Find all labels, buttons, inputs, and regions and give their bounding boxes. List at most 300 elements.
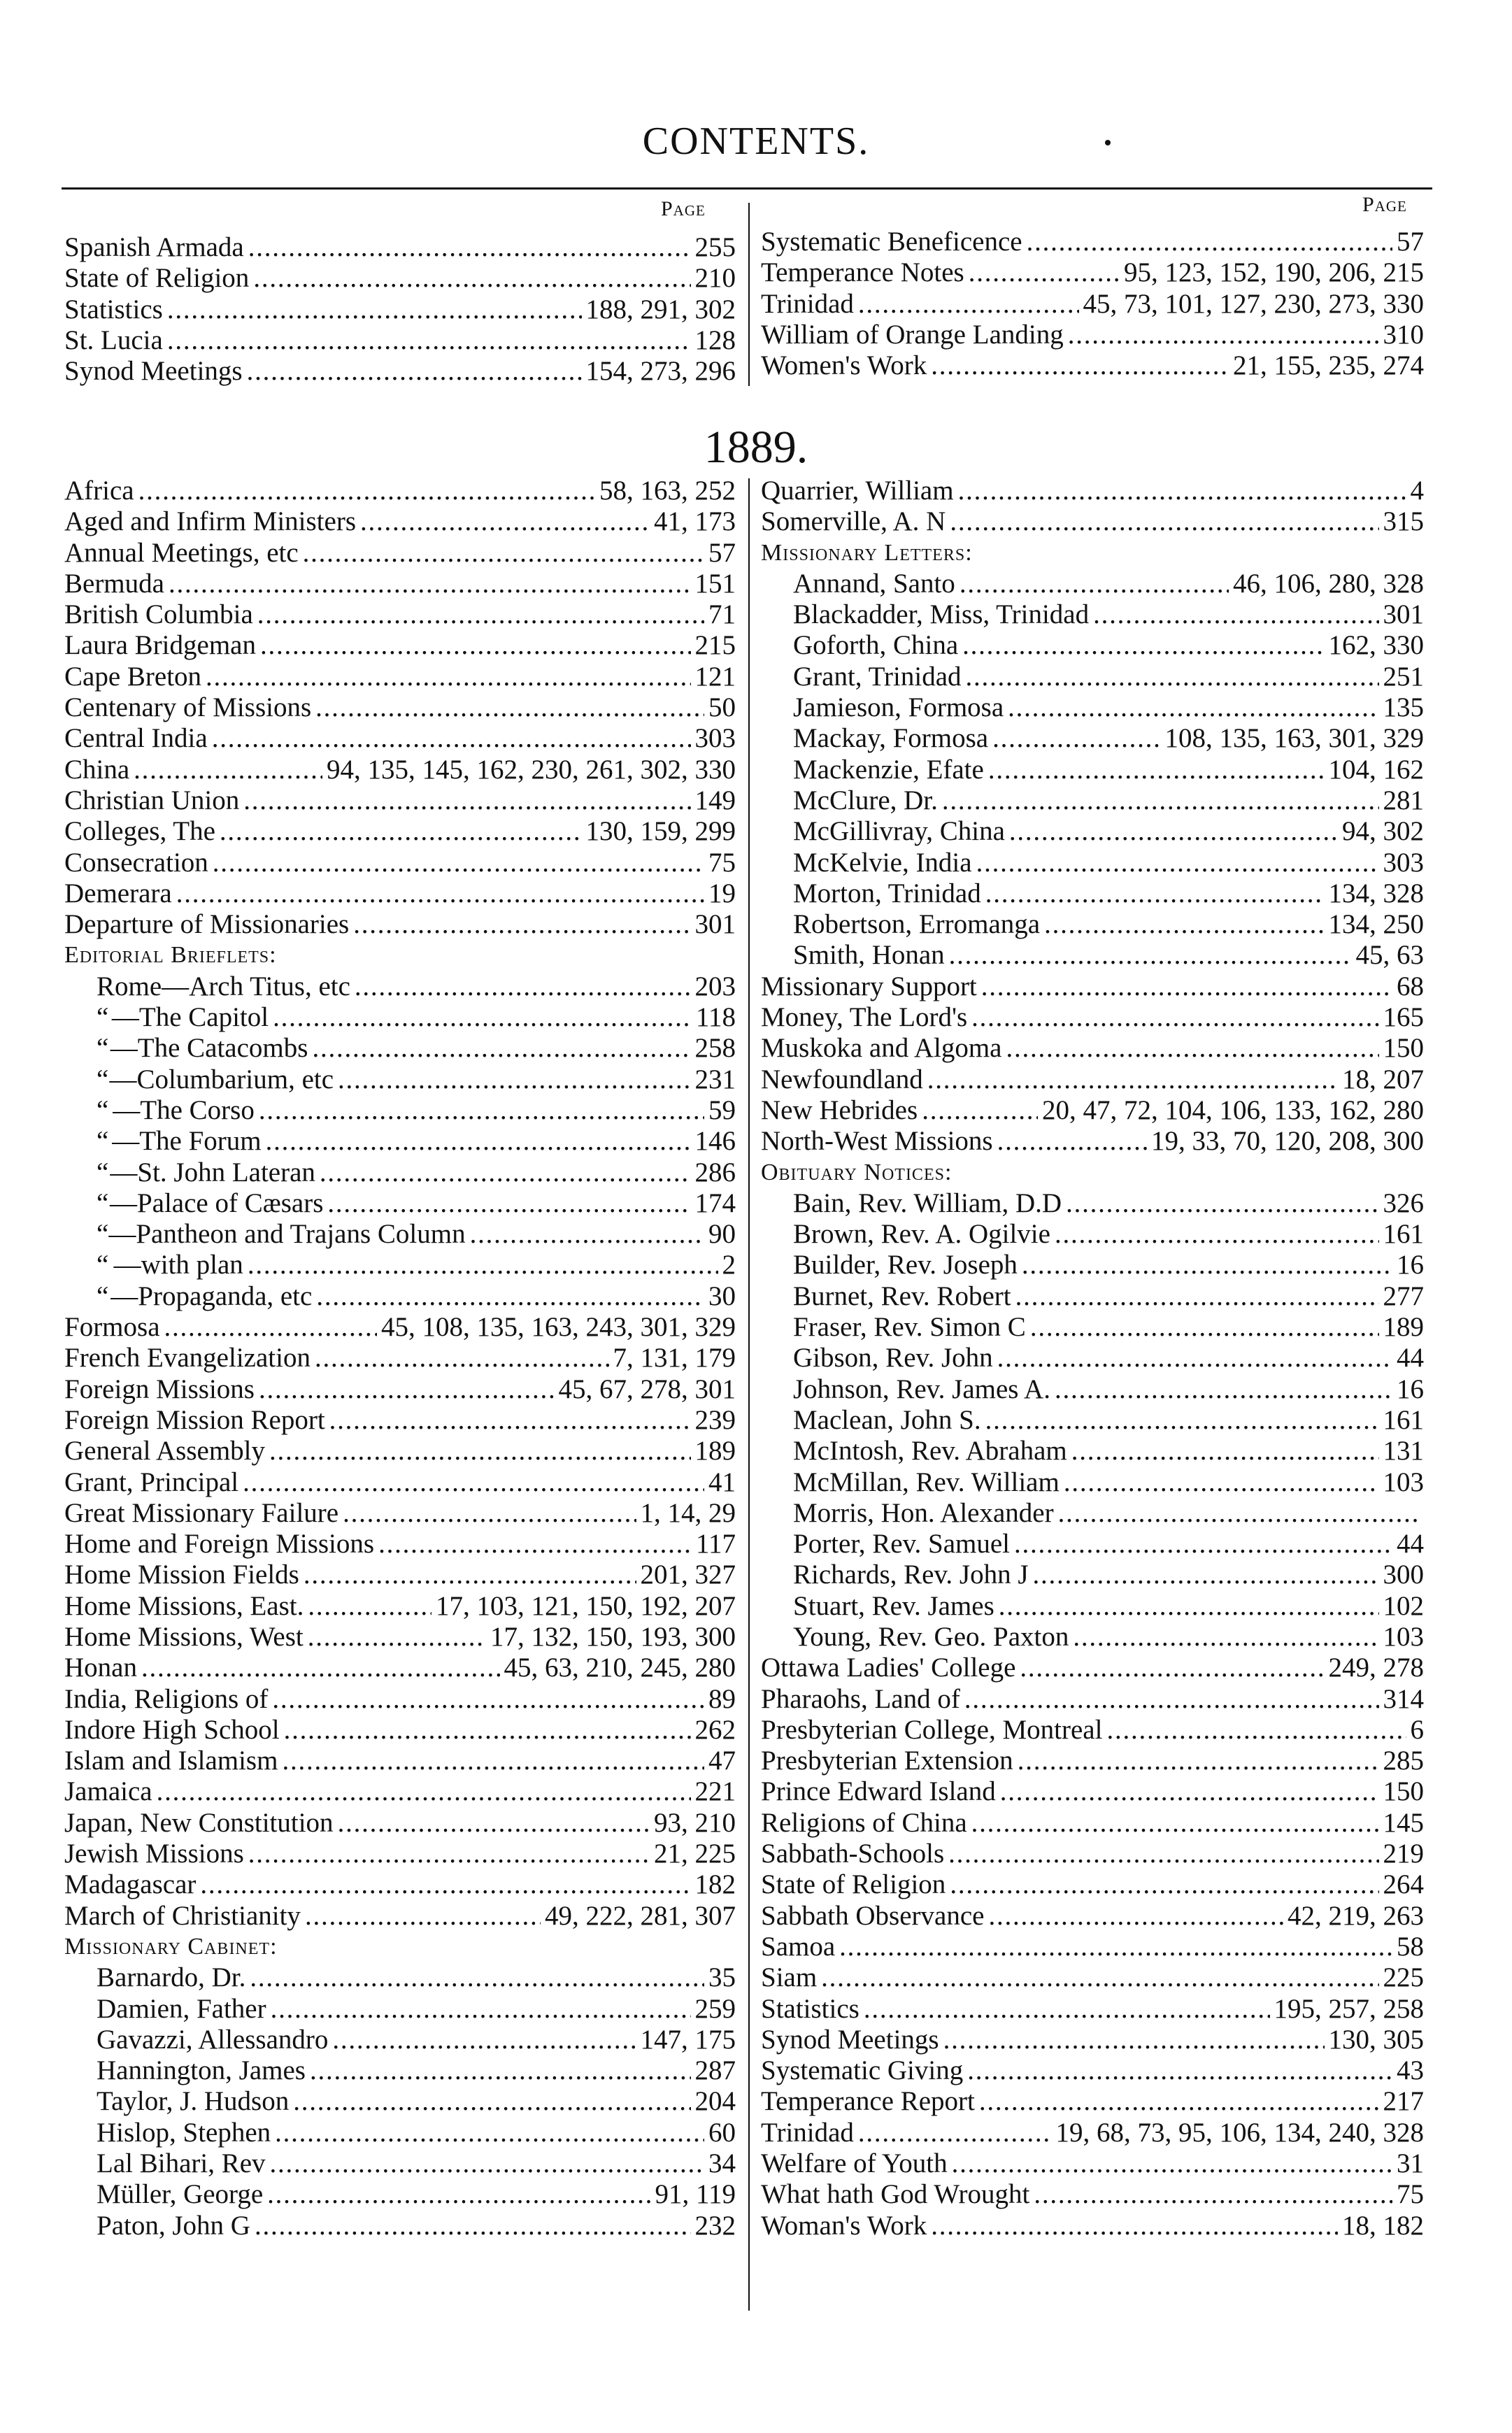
index-entry — [64, 1746, 736, 1776]
entry-label: Home Mission Fields — [64, 1560, 299, 1590]
entry-pages: 182 — [694, 1869, 736, 1900]
index-entry — [761, 940, 1424, 971]
dot-leader — [206, 662, 690, 692]
dot-leader — [303, 538, 704, 569]
index-entry — [761, 2055, 1424, 2086]
index-entry — [64, 1684, 736, 1715]
index-entry — [761, 1746, 1424, 1776]
entry-label: What hath God Wrought — [761, 2179, 1030, 2210]
index-entry — [64, 662, 736, 692]
entry-label: Quarrier, William — [761, 476, 954, 506]
entry-pages: 134, 250 — [1328, 909, 1424, 940]
index-entry — [761, 1776, 1424, 1807]
entry-label: Grant, Principal — [64, 1467, 239, 1497]
ditto-mark: “ — [97, 1002, 109, 1033]
ditto-mark: “ — [97, 1094, 109, 1125]
dot-leader — [260, 630, 691, 661]
entry-pages: 174 — [694, 1187, 736, 1218]
dot-leader — [1073, 1622, 1378, 1653]
index-entry — [64, 599, 736, 630]
dot-leader — [134, 755, 322, 785]
index-entry — [761, 909, 1424, 940]
entry-pages: 19, 33, 70, 120, 208, 300 — [1151, 1126, 1424, 1157]
entry-pages: 232 — [694, 2210, 736, 2241]
entry-pages: 219 — [1383, 1839, 1424, 1869]
entry-label: Stuart, Rev. James — [793, 1590, 994, 1621]
index-entry — [761, 2179, 1424, 2210]
index-entry — [761, 848, 1424, 878]
dot-leader — [962, 630, 1324, 661]
index-entry — [64, 1374, 736, 1405]
index-entry — [761, 1994, 1424, 2025]
entry-pages: 108, 135, 163, 301, 329 — [1164, 723, 1424, 754]
entry-label: —The Catacombs — [110, 1033, 308, 1064]
entry-pages: 57 — [708, 537, 736, 568]
index-entry — [64, 1962, 736, 1993]
entry-label: Temperance Report — [761, 2086, 975, 2117]
index-entry — [761, 476, 1424, 506]
entry-label: New Hebrides — [761, 1094, 918, 1125]
entry-pages: 231 — [694, 1064, 736, 1094]
entry-pages: 43 — [1397, 2055, 1424, 2086]
dot-leader — [927, 1064, 1338, 1095]
entry-label: General Assembly — [64, 1436, 266, 1467]
entry-label: North-West Missions — [761, 1126, 993, 1157]
entry-pages: 68 — [1397, 971, 1424, 1001]
entry-label: Ottawa Ladies' College — [761, 1653, 1016, 1683]
index-entry — [64, 1281, 736, 1312]
entry-label: Great Missionary Failure — [64, 1497, 339, 1528]
entry-label: Missionary Cabinet: — [64, 1933, 278, 1960]
entry-pages: 221 — [694, 1776, 736, 1807]
entry-pages: 251 — [1383, 661, 1424, 692]
entry-pages: 262 — [694, 1714, 736, 1745]
entry-pages: 161 — [1383, 1219, 1424, 1250]
entry-label: Presbyterian Extension — [761, 1746, 1013, 1776]
index-entry — [64, 1064, 736, 1095]
index-entry — [761, 1436, 1424, 1467]
dot-leader — [315, 692, 704, 723]
entry-pages: 310 — [1383, 319, 1424, 350]
dot-leader — [992, 723, 1160, 754]
entry-pages: 286 — [694, 1157, 736, 1187]
entry-label: Synod Meetings — [64, 356, 243, 387]
index-entry — [64, 1869, 736, 1900]
index-entry — [64, 1715, 736, 1746]
entry-label: Hislop, Stephen — [97, 2117, 271, 2148]
entry-label: Grant, Trinidad — [793, 661, 962, 692]
entry-pages: 258 — [694, 1033, 736, 1064]
entry-pages: 150 — [1383, 1776, 1424, 1807]
index-entry — [64, 1591, 736, 1622]
entry-pages: 4 — [1410, 476, 1424, 506]
entry-label: Mackay, Formosa — [793, 723, 989, 754]
entry-label: Jamaica — [64, 1776, 152, 1807]
entry-pages: 34 — [708, 2148, 736, 2179]
entry-label: Builder, Rev. Joseph — [793, 1250, 1018, 1280]
dot-leader — [1015, 1281, 1379, 1312]
dot-leader — [141, 1653, 500, 1683]
index-entry — [64, 476, 736, 506]
entry-pages: 131 — [1383, 1436, 1424, 1467]
dot-leader — [243, 1467, 704, 1498]
index-entry — [761, 723, 1424, 754]
entry-pages: 146 — [694, 1126, 736, 1157]
dot-leader — [266, 1126, 691, 1157]
entry-pages: 195, 257, 258 — [1274, 1993, 1424, 2024]
entry-label: Trinidad — [761, 288, 854, 319]
dot-leader — [167, 294, 582, 325]
entry-label: Sabbath-Schools — [761, 1839, 945, 1869]
entry-pages: 7, 131, 179 — [613, 1343, 736, 1374]
index-entry — [761, 971, 1424, 1002]
dot-leader — [958, 476, 1406, 506]
entry-label: William of Orange Landing — [761, 319, 1064, 350]
entry-label: Gavazzi, Allessandro — [97, 2024, 329, 2055]
index-section-heading — [64, 940, 736, 971]
index-entry — [761, 1869, 1424, 1900]
entry-pages: 46, 106, 280, 328 — [1233, 568, 1424, 599]
dot-leader — [839, 1932, 1392, 1962]
index-entry — [64, 232, 736, 263]
entry-pages: 16 — [1397, 1250, 1424, 1280]
entry-label: Mackenzie, Efate — [793, 754, 984, 785]
dot-leader — [470, 1219, 704, 1250]
entry-pages: 45, 63 — [1355, 940, 1424, 971]
entry-label: Morris, Hon. Alexander — [793, 1497, 1054, 1528]
entry-label: Müller, George — [97, 2179, 264, 2210]
entry-pages: 217 — [1383, 2086, 1424, 2117]
entry-label: Systematic Giving — [761, 2055, 964, 2086]
index-entry — [64, 692, 736, 723]
dot-leader — [338, 1064, 690, 1095]
index-entry — [64, 263, 736, 294]
entry-pages: 49, 222, 281, 307 — [545, 1900, 736, 1931]
entry-label: Jewish Missions — [64, 1839, 244, 1869]
index-entry — [761, 816, 1424, 847]
index-entry — [64, 2211, 736, 2241]
dot-leader — [971, 1002, 1378, 1033]
entry-pages: 151 — [694, 568, 736, 599]
ditto-mark: “ — [97, 1219, 109, 1250]
entry-label: Demerara — [64, 878, 172, 908]
dot-leader — [931, 350, 1229, 381]
entry-label: —St. John Lateran — [110, 1157, 315, 1187]
entry-label: Statistics — [761, 1993, 860, 2024]
page-column-heading-left: Page — [661, 197, 706, 220]
stray-dot — [1105, 140, 1111, 145]
entry-pages: 315 — [1383, 506, 1424, 537]
index-entry — [64, 1622, 736, 1653]
entry-pages: 1, 14, 29 — [640, 1497, 736, 1528]
index-entry — [64, 1033, 736, 1064]
dot-leader — [315, 1343, 609, 1374]
index-entry — [761, 1591, 1424, 1622]
entry-label: India, Religions of — [64, 1683, 269, 1714]
entry-pages: 47 — [708, 1746, 736, 1776]
entry-pages: 90 — [708, 1219, 736, 1250]
index-entry — [64, 1498, 736, 1529]
dot-leader — [355, 971, 691, 1002]
dot-leader — [200, 1869, 690, 1900]
dot-leader — [960, 569, 1229, 599]
top-right-index — [761, 227, 1424, 381]
index-entry — [761, 1312, 1424, 1343]
index-entry — [64, 294, 736, 325]
entry-label: Robertson, Erromanga — [793, 909, 1041, 940]
entry-label: Missionary Letters: — [761, 539, 973, 566]
index-entry — [64, 569, 736, 599]
index-entry — [761, 2148, 1424, 2179]
index-entry — [64, 356, 736, 387]
index-entry — [64, 1405, 736, 1436]
index-entry — [761, 1560, 1424, 1590]
entry-label: Gibson, Rev. John — [793, 1343, 993, 1374]
index-entry — [64, 1219, 736, 1250]
dot-leader — [999, 1591, 1379, 1622]
index-entry — [761, 1653, 1424, 1683]
index-entry — [761, 2025, 1424, 2055]
index-entry — [64, 1560, 736, 1590]
dot-leader — [250, 1962, 704, 1993]
dot-leader — [985, 878, 1325, 909]
entry-label: Burnet, Rev. Robert — [793, 1280, 1011, 1311]
entry-label: State of Religion — [64, 263, 250, 294]
index-entry — [64, 878, 736, 909]
entry-label: Newfoundland — [761, 1064, 923, 1094]
entry-label: Prince Edward Island — [761, 1776, 996, 1807]
entry-label: Hannington, James — [97, 2055, 306, 2086]
index-entry — [761, 289, 1424, 320]
index-entry — [64, 2025, 736, 2055]
index-entry — [64, 1467, 736, 1498]
entry-pages: 326 — [1383, 1187, 1424, 1218]
entry-label: McMillan, Rev. William — [793, 1467, 1060, 1497]
index-entry — [64, 1250, 736, 1280]
entry-label: Madagascar — [64, 1869, 197, 1900]
dot-leader — [988, 1901, 1283, 1932]
entry-pages: 249, 278 — [1328, 1653, 1424, 1683]
entry-label: Statistics — [64, 294, 163, 324]
entry-label: Taylor, J. Hudson — [97, 2086, 290, 2117]
dot-leader — [164, 1312, 378, 1343]
dot-leader — [220, 816, 582, 847]
dot-leader — [259, 1095, 704, 1126]
ditto-mark: “ — [97, 1033, 109, 1064]
entry-label: Honan — [64, 1653, 137, 1683]
dot-leader — [338, 1808, 650, 1839]
entry-pages: 18, 207 — [1342, 1064, 1424, 1094]
entry-pages: 255 — [694, 232, 736, 262]
ditto-mark: “ — [97, 1187, 109, 1218]
entry-label: French Evangelization — [64, 1343, 311, 1374]
entry-pages: 201, 327 — [640, 1560, 736, 1590]
entry-label: Annual Meetings, etc — [64, 537, 299, 568]
entry-label: Barnardo, Dr. — [97, 1962, 246, 1993]
index-entry — [64, 1126, 736, 1157]
entry-label: Woman's Work — [761, 2210, 927, 2241]
entry-label: Rome—Arch Titus, etc — [97, 971, 350, 1001]
entry-pages: 154, 273, 296 — [585, 356, 736, 387]
entry-label: Cape Breton — [64, 661, 202, 692]
index-entry — [761, 1901, 1424, 1932]
entry-label: Central India — [64, 723, 208, 754]
page-title: CONTENTS. — [642, 120, 870, 163]
entry-pages: 60 — [708, 2117, 736, 2148]
index-entry — [64, 785, 736, 816]
entry-label: —Pantheon and Trajans Column — [108, 1219, 466, 1250]
entry-pages: 277 — [1383, 1280, 1424, 1311]
index-entry — [64, 1002, 736, 1033]
dot-leader — [821, 1962, 1378, 1993]
entry-label: Systematic Beneficence — [761, 227, 1022, 257]
dot-leader — [1093, 599, 1378, 630]
entry-pages: 239 — [694, 1404, 736, 1435]
index-entry — [761, 350, 1424, 381]
index-entry — [761, 1498, 1424, 1529]
entry-label: —The Corso — [113, 1094, 255, 1125]
entry-label: St. Lucia — [64, 324, 163, 355]
dot-leader — [1008, 692, 1378, 723]
dot-leader — [979, 2086, 1379, 2117]
dot-leader — [931, 2211, 1338, 2241]
index-entry — [761, 2211, 1424, 2241]
dot-leader — [950, 506, 1378, 537]
entry-pages: 31 — [1397, 2148, 1424, 2179]
entry-pages: 91, 119 — [655, 2179, 736, 2210]
index-entry — [64, 909, 736, 940]
entry-label: Maclean, John S. — [793, 1404, 981, 1435]
index-entry — [64, 2118, 736, 2148]
entry-pages: 6 — [1410, 1714, 1424, 1745]
index-entry — [761, 1529, 1424, 1560]
entry-pages: 104, 162 — [1328, 754, 1424, 785]
index-entry — [761, 1343, 1424, 1374]
dot-leader — [942, 785, 1379, 816]
dot-leader — [997, 1343, 1392, 1374]
dot-leader — [308, 1622, 486, 1653]
index-entry — [761, 2086, 1424, 2117]
dot-leader — [864, 1994, 1270, 2025]
entry-pages: 145 — [1383, 1807, 1424, 1838]
entry-pages: 19 — [708, 878, 736, 908]
entry-label: Damien, Father — [97, 1993, 266, 2024]
dot-leader — [176, 878, 704, 909]
entry-label: Temperance Notes — [761, 257, 964, 288]
index-entry — [761, 785, 1424, 816]
entry-pages: 130, 305 — [1328, 2024, 1424, 2055]
entry-pages: 41 — [708, 1467, 736, 1497]
entry-pages: 161 — [1383, 1404, 1424, 1435]
index-entry — [64, 1653, 736, 1683]
entry-label: Somerville, A. N — [761, 506, 946, 537]
dot-leader — [1020, 1653, 1324, 1683]
entry-pages: 300 — [1383, 1560, 1424, 1590]
index-entry — [761, 1095, 1424, 1126]
entry-label: Indore High School — [64, 1714, 280, 1745]
dot-leader — [138, 476, 595, 506]
entry-pages: 44 — [1397, 1529, 1424, 1560]
index-entry — [64, 1157, 736, 1188]
dot-leader — [332, 2025, 636, 2055]
index-entry — [64, 723, 736, 754]
left-index-column — [64, 476, 736, 2241]
index-entry — [761, 1808, 1424, 1839]
dot-leader — [952, 2148, 1392, 2179]
index-entry — [64, 1808, 736, 1839]
entry-label: Annand, Santo — [793, 568, 955, 599]
entry-pages: 102 — [1383, 1590, 1424, 1621]
entry-pages: 165 — [1383, 1002, 1424, 1033]
entry-pages: 135 — [1383, 692, 1424, 723]
index-entry — [761, 1715, 1424, 1746]
dot-leader — [1055, 1374, 1392, 1405]
index-entry — [64, 630, 736, 661]
entry-label: Home and Foreign Missions — [64, 1529, 375, 1560]
dot-leader — [981, 971, 1392, 1002]
entry-label: Brown, Rev. A. Ogilvie — [793, 1219, 1050, 1250]
index-entry — [761, 662, 1424, 692]
entry-label: Colleges, The — [64, 816, 215, 847]
dot-leader — [329, 1405, 691, 1436]
entry-label: —Propaganda, etc — [110, 1280, 313, 1311]
dot-leader — [922, 1095, 1038, 1126]
index-entry — [761, 227, 1424, 257]
entry-label: China — [64, 754, 130, 785]
index-entry — [761, 1622, 1424, 1653]
dot-leader — [212, 723, 691, 754]
dot-leader — [1071, 1436, 1379, 1467]
entry-pages: 301 — [1383, 599, 1424, 630]
index-entry — [64, 2055, 736, 2086]
dot-leader — [1000, 1776, 1379, 1807]
entry-pages: 128 — [694, 324, 736, 355]
index-entry — [761, 1839, 1424, 1869]
index-entry — [761, 599, 1424, 630]
index-entry — [64, 2179, 736, 2210]
dot-leader — [988, 755, 1325, 785]
dot-leader — [971, 1808, 1379, 1839]
entry-label: —Columbarium, etc — [109, 1064, 334, 1094]
entry-pages: 45, 67, 278, 301 — [558, 1374, 736, 1404]
entry-label: March of Christianity — [64, 1900, 301, 1931]
index-entry — [761, 2118, 1424, 2148]
dot-leader — [967, 2055, 1392, 2086]
entry-label: Bain, Rev. William, D.D — [793, 1187, 1062, 1218]
dot-leader — [985, 1405, 1379, 1436]
entry-pages: 210 — [694, 263, 736, 294]
entry-pages: 35 — [708, 1962, 736, 1993]
index-entry — [761, 755, 1424, 785]
entry-label: Home Missions, West — [64, 1621, 304, 1652]
entry-pages: 93, 210 — [654, 1807, 736, 1838]
entry-pages: 71 — [708, 599, 736, 630]
entry-pages: 21, 225 — [654, 1839, 736, 1869]
dot-leader — [269, 1436, 690, 1467]
entry-pages: 17, 103, 121, 150, 192, 207 — [436, 1590, 736, 1621]
entry-label: Islam and Islamism — [64, 1746, 278, 1776]
dot-leader — [273, 1002, 692, 1033]
dot-leader — [257, 599, 704, 630]
entry-pages: 41, 173 — [654, 506, 736, 537]
index-entry — [761, 692, 1424, 723]
entry-pages: 75 — [1397, 2179, 1424, 2210]
dot-leader — [1044, 909, 1324, 940]
dot-leader — [1068, 320, 1379, 350]
dot-leader — [157, 1776, 691, 1807]
dot-leader — [1027, 227, 1392, 257]
index-entry — [64, 1529, 736, 1560]
